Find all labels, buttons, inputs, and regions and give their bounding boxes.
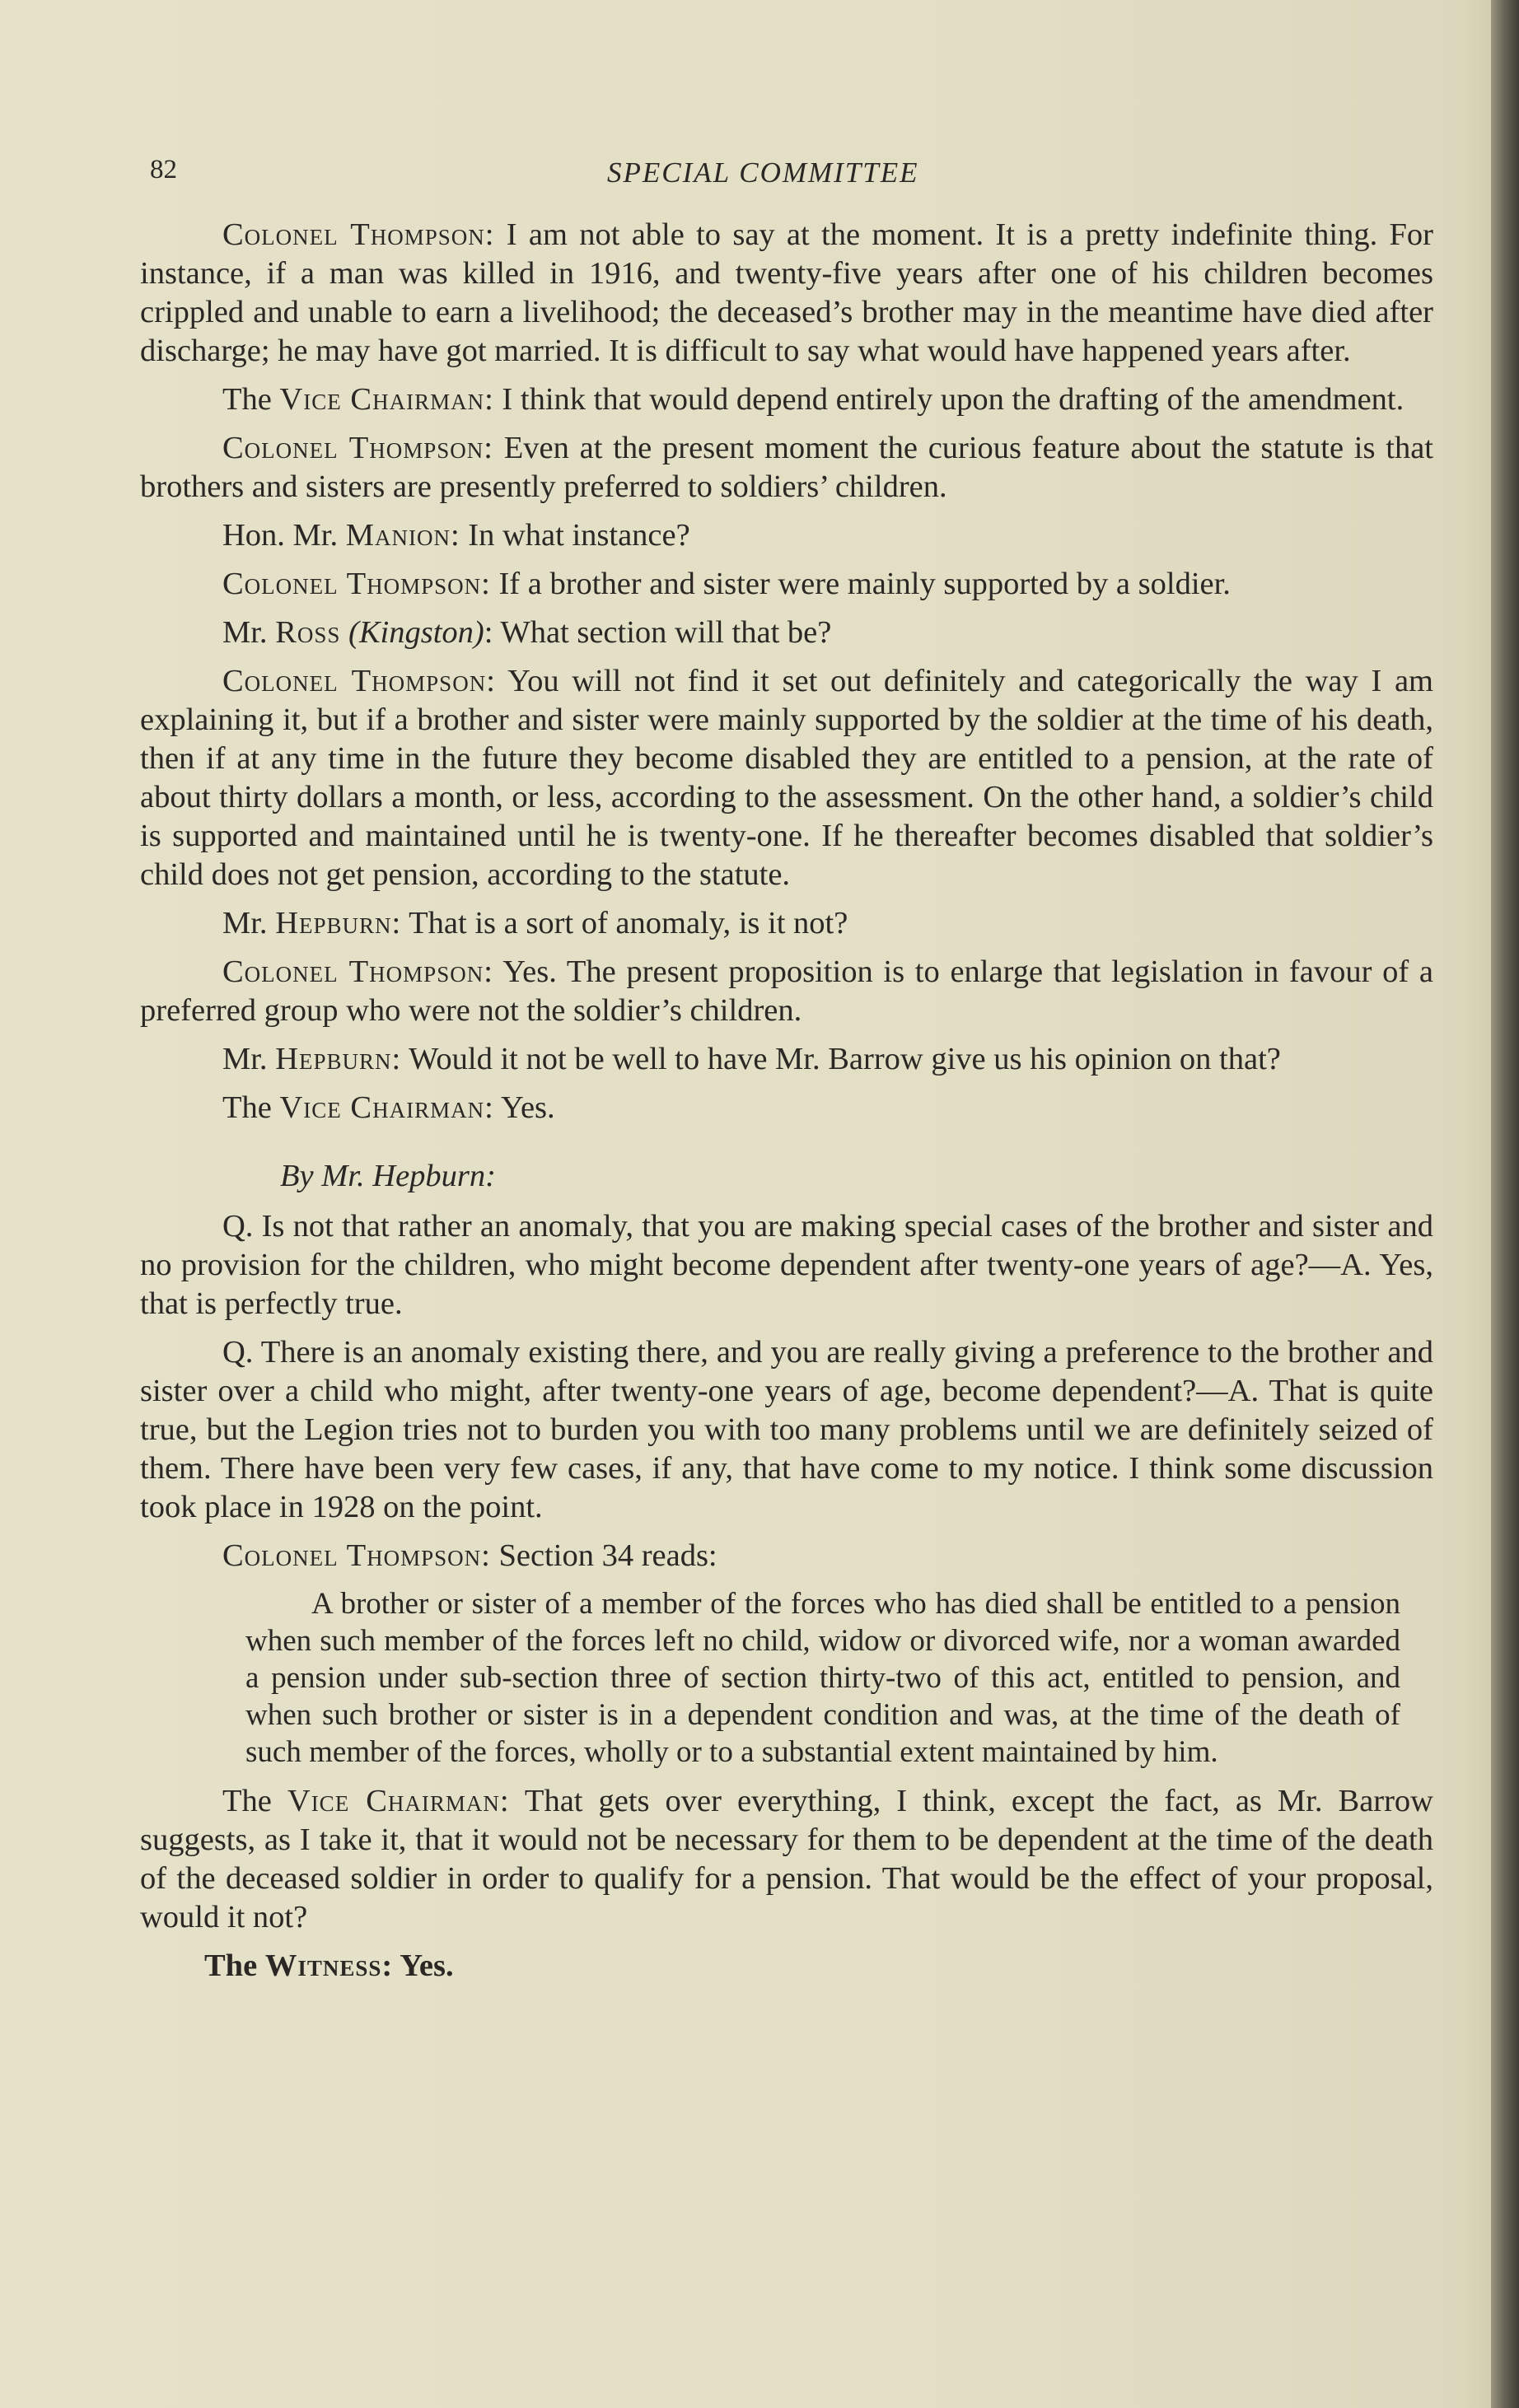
speech-text: If a brother and sister were mainly supported by a soldier. [490,567,1231,601]
speech-text: Even at the present moment the curious feature about the statute is that brothers and sisters are presently preferred to soldiers’ children. [140,431,1433,504]
paragraph [140,380,1433,419]
paragraph [140,1040,1433,1079]
paragraph [140,953,1433,1030]
paragraph [140,1947,1433,1986]
paragraph [140,1089,1433,1127]
speaker-name: Hepburn: [275,906,402,940]
speaker-constituency: (Kingston) [348,615,484,650]
speaker-prefix: The [222,1090,280,1125]
speech-text: I think that would depend entirely upon the drafting of the amendment. [493,382,1404,417]
speech-text: You will not find it set out definitely and categorically the way I am explaining it, but if a brother and sister were mainly supported by the soldier at the time of his death, then if at any time in the future they become disabled they are entitled to a pension, at the rate of about thirty dollars a month, or less, according to the assessment. On the other hand, a soldier’s child is supported and maintained until he is twenty-one. If he thereafter becomes disabled that soldier’s child does not get pension, according to the statute. [140,664,1433,892]
document-body [140,216,1433,1995]
speaker-name: Colonel Thompson: [222,217,495,252]
speaker-prefix: Mr. [222,1042,276,1076]
paragraph [140,429,1433,506]
running-head: SPECIAL COMMITTEE [607,156,919,189]
paragraph [140,904,1433,943]
speech-text: That is a sort of anomaly, is it not? [401,906,848,940]
page-number: 82 [150,155,177,184]
speech-text: That gets over everything, I think, except the fact, as Mr. Barrow suggests, as I take it, that it would not be necessary for them to be dependent at the time of the death of the deceased soldier in order to qualify for a pension. That would be the effect of your proposal, would it not? [140,1784,1433,1934]
speaker-prefix: Mr. [222,615,276,650]
statute-quotation: A brother or sister of a member of the forces who has died shall be entitled to a pension when such member of the forces left no child, widow or divorced wife, nor a woman awarded a pension under sub-section three of section thirty-two of this act, entitled to pension, and when such brother or sister is in a dependent condition and was, at the time of the death of such member of the forces, wholly or to a substantial extent maintained by him. [245,1587,1400,1769]
question-answer: Q. Is not that rather an anomaly, that you are making special cases of the brother and sister and no provision for the children, who might become dependent after twenty-one years of age?—A. Yes, that is perfectly true. [140,1209,1433,1321]
question-answer: Q. There is an anomaly existing there, and you are really giving a preference to the brother and sister over a child who might, after twenty-one years of age, become dependent?—A. That is quite true, but the Legion tries not to burden you with too many problems until we are definitely seized of them. There have been very few cases, if any, that have come to my notice. I think some discussion took place in 1928 on the point. [140,1335,1433,1524]
paragraph [140,1537,1433,1575]
paragraph [140,614,1433,652]
speaker-prefix: The [204,1948,265,1983]
paragraph [140,216,1433,371]
examination-subhead: By Mr. Hepburn: [280,1159,496,1193]
paragraph [140,565,1433,604]
speaker-name: Vice Chairman: [279,1090,494,1125]
speaker-suffix: : [484,615,493,650]
speech-text: Section 34 reads: [490,1538,717,1573]
speech-text: Would it not be well to have Mr. Barrow give us his opinion on that? [401,1042,1281,1076]
speaker-name: Vice Chairman: [287,1784,510,1818]
paragraph [140,516,1433,555]
speaker-prefix: The [222,382,280,417]
speech-text: Yes. [393,1948,454,1983]
speech-text: I am not able to say at the moment. It is a pretty indefinite thing. For instance, if a man was killed in 1916, and twenty-five years after one of his children becomes crippled and unable to earn a livelihood; the deceased’s brother may in the meantime have died after discharge; he may have got married. It is difficult to say what would have happened years after. [140,217,1433,368]
speaker-name: Colonel Thompson: [222,664,496,698]
speaker-name: Colonel Thompson: [222,1538,491,1573]
speaker-prefix: The [222,1784,287,1818]
speaker-name: Colonel Thompson: [222,431,493,465]
speaker-name: Witness: [264,1948,394,1983]
speaker-name: Colonel Thompson: [222,954,493,989]
speaker-name: Vice Chairman: [279,382,494,417]
speaker-name: Hepburn: [275,1042,402,1076]
speech-text: In what instance? [460,518,690,553]
speech-text: Yes. [493,1090,555,1125]
speaker-prefix: Mr. [222,906,276,940]
speaker-name: Ross [275,615,341,650]
book-binding-edge [1491,0,1519,2408]
speaker-prefix: Hon. Mr. [222,518,346,553]
speech-text: Yes. The present proposition is to enlarge that legislation in favour of a preferred group who were not the soldier’s children. [140,954,1433,1028]
paragraph [140,1782,1433,1937]
speaker-name: Manion: [345,518,460,553]
page-header [150,155,1435,196]
speaker-name: Colonel Thompson: [222,567,491,601]
speech-text: What section will that be? [493,615,832,650]
paragraph [140,662,1433,894]
